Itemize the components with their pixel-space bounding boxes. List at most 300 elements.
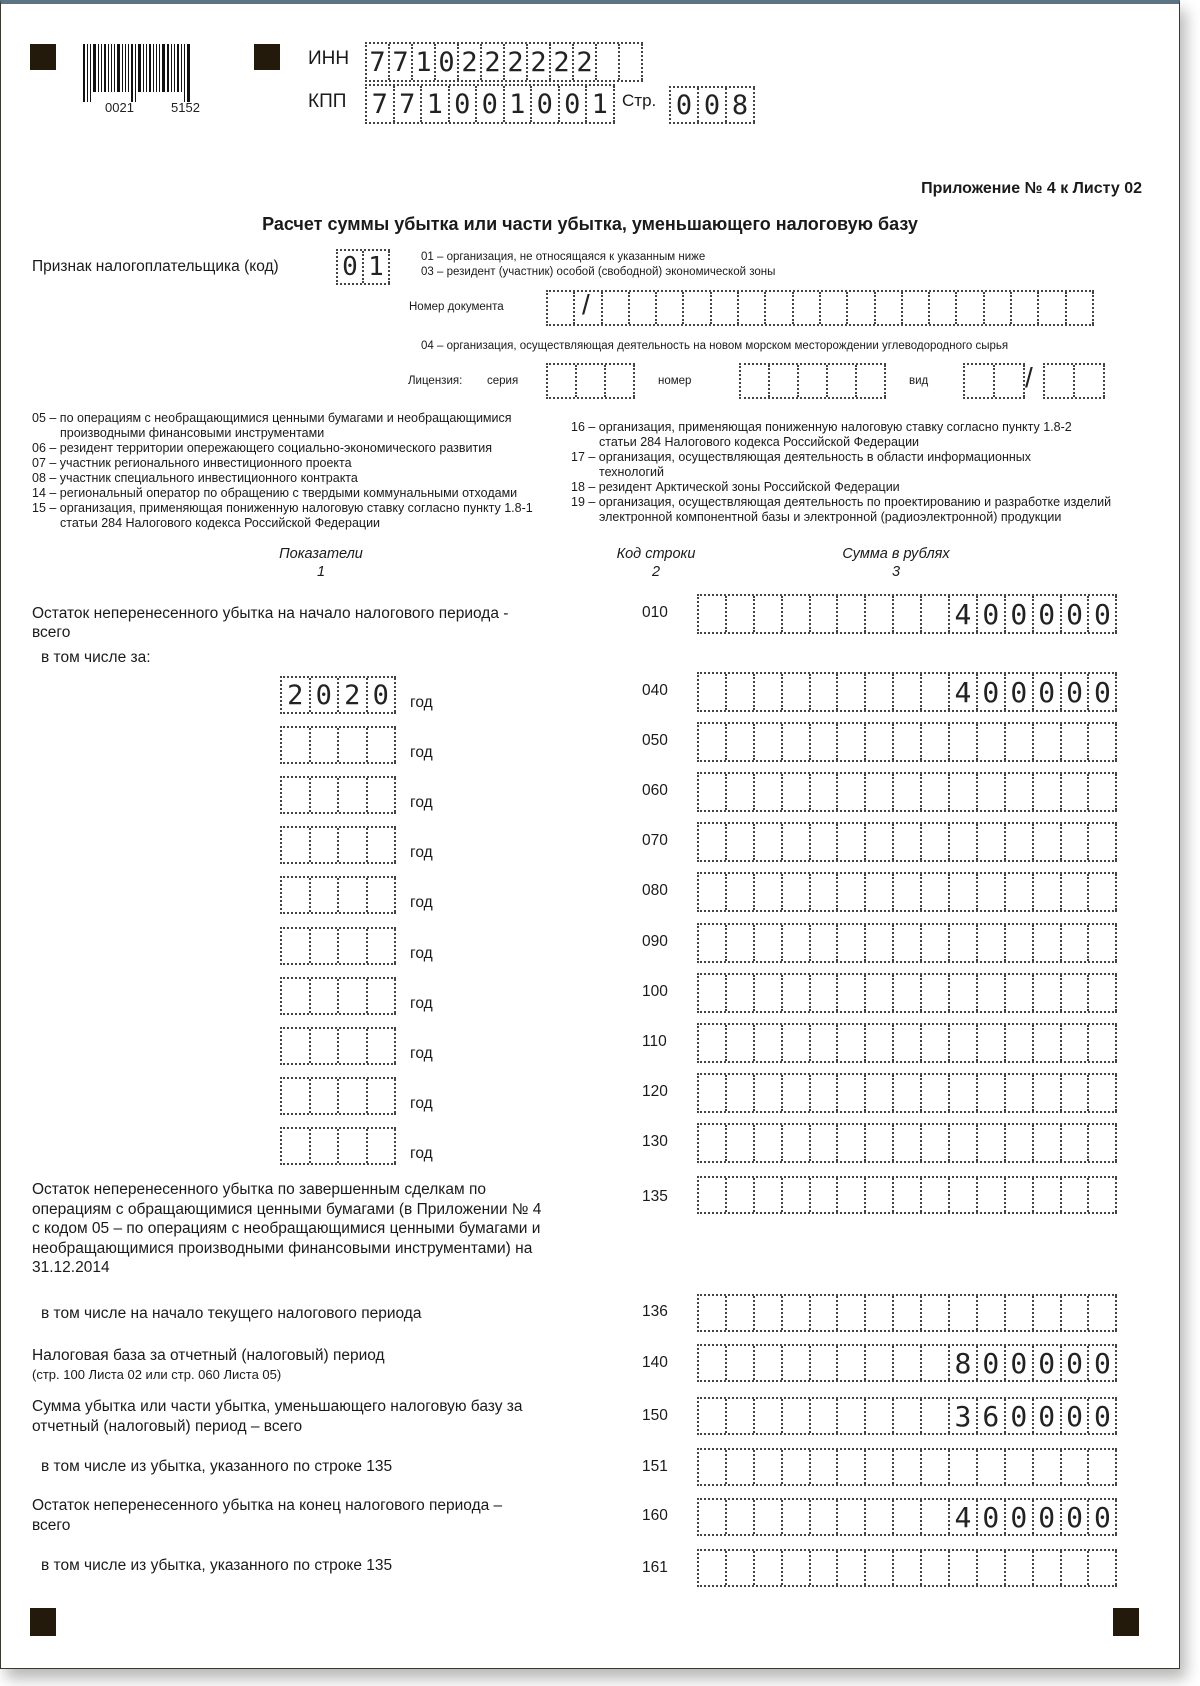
digit-cell xyxy=(1006,724,1034,760)
digit-cell: 8 xyxy=(727,88,755,122)
year-label: год xyxy=(410,794,433,811)
barcode-bar xyxy=(101,44,102,92)
digit-cell xyxy=(755,774,783,810)
digit-cell xyxy=(1034,824,1062,860)
digit-cell xyxy=(866,925,894,961)
digit-cell xyxy=(755,724,783,760)
row-010-sum-field[interactable] xyxy=(697,594,1117,634)
inn-field[interactable] xyxy=(365,42,643,82)
digit-cell: 0 xyxy=(671,88,699,122)
license-type-field-a[interactable] xyxy=(963,363,1025,399)
digit-cell xyxy=(978,1075,1006,1111)
digit-cell xyxy=(1089,1296,1117,1330)
digit-cell xyxy=(922,1178,950,1212)
digit-cell xyxy=(727,596,755,632)
digit-cell xyxy=(811,1296,839,1330)
digit-cell xyxy=(838,1551,866,1585)
digit-cell xyxy=(783,1075,811,1111)
digit-cell xyxy=(838,724,866,760)
digit-cell xyxy=(1034,1178,1062,1212)
digit-cell xyxy=(699,1296,727,1330)
digit-cell xyxy=(894,1178,922,1212)
digit-cell: 0 xyxy=(311,678,340,712)
digit-cell xyxy=(950,1075,978,1111)
digit-cell xyxy=(811,1025,839,1061)
row-150-sum-field[interactable] xyxy=(697,1397,1117,1435)
digit-cell xyxy=(699,1551,727,1585)
digit-cell: 0 xyxy=(699,88,727,122)
row-160-sum-field[interactable] xyxy=(697,1498,1117,1536)
digit-cell xyxy=(811,1178,839,1212)
digit-cell xyxy=(950,824,978,860)
digit-cell xyxy=(727,1125,755,1161)
doc-number-field[interactable] xyxy=(546,290,1094,326)
taxpayer-options-top xyxy=(421,250,775,280)
digit-cell: 0 xyxy=(1089,1500,1117,1534)
digit-cell xyxy=(1062,1551,1090,1585)
digit-cell xyxy=(339,929,368,963)
row-140-label-line2: (стр. 100 Листа 02 или стр. 060 Листа 05) xyxy=(32,1367,282,1382)
digit-cell xyxy=(978,1551,1006,1585)
barcode-bar xyxy=(125,44,126,92)
digit-cell xyxy=(1034,724,1062,760)
row-150-label xyxy=(32,1397,523,1437)
digit-cell xyxy=(311,1029,340,1063)
digit-cell xyxy=(1062,1025,1090,1061)
digit-cell xyxy=(950,1296,978,1330)
including-label: в том числе за: xyxy=(41,649,151,666)
digit-cell xyxy=(311,1079,340,1113)
barcode-bar xyxy=(122,44,123,92)
year-field-100[interactable] xyxy=(280,977,396,1015)
digit-cell xyxy=(755,975,783,1011)
digit-cell xyxy=(368,1079,397,1113)
barcode-bar xyxy=(143,44,144,92)
digit-cell xyxy=(838,674,866,710)
barcode-bar xyxy=(153,44,154,92)
row-120-sum-field[interactable] xyxy=(697,1073,1117,1113)
digit-cell xyxy=(368,1029,397,1063)
col3-number: 3 xyxy=(891,564,901,580)
doc-number-slash: / xyxy=(582,289,590,320)
digit-cell xyxy=(699,674,727,710)
digit-cell xyxy=(282,1029,311,1063)
digit-cell xyxy=(548,365,577,397)
year-field-070[interactable] xyxy=(280,826,396,864)
license-type-field-b[interactable] xyxy=(1043,363,1105,399)
digit-cell: 2 xyxy=(574,44,597,80)
digit-cell xyxy=(620,44,643,80)
digit-cell xyxy=(1006,1075,1034,1111)
digit-cell xyxy=(699,1450,727,1484)
digit-cell xyxy=(811,1346,839,1380)
taxpayer-code-field[interactable] xyxy=(336,249,390,285)
row-136-label: в том числе на начало текущего налогового периода xyxy=(41,1305,422,1322)
digit-cell xyxy=(978,1125,1006,1161)
digit-cell xyxy=(684,292,711,324)
digit-cell xyxy=(339,979,368,1013)
digit-cell xyxy=(1089,1551,1117,1585)
digit-cell xyxy=(727,724,755,760)
digit-cell xyxy=(311,878,340,912)
digit-cell xyxy=(922,1025,950,1061)
digit-cell xyxy=(783,1551,811,1585)
year-field-130[interactable] xyxy=(280,1127,396,1165)
digit-cell: 2 xyxy=(505,44,528,80)
digit-cell xyxy=(783,975,811,1011)
digit-cell xyxy=(866,975,894,1011)
year-label: год xyxy=(410,1045,433,1062)
digit-cell xyxy=(699,1399,727,1433)
digit-cell xyxy=(799,365,828,397)
digit-cell xyxy=(838,1075,866,1111)
digit-cell xyxy=(783,1025,811,1061)
option-03: 03 – резидент (участник) особой (свободной) экономической зоны xyxy=(421,266,776,278)
digit-cell xyxy=(699,774,727,810)
digit-cell: 1 xyxy=(422,86,450,122)
digit-cell xyxy=(978,975,1006,1011)
row-100-sum-field[interactable] xyxy=(697,973,1117,1013)
inn-label: ИНН xyxy=(308,48,350,69)
barcode-bar xyxy=(93,44,96,92)
digit-cell xyxy=(741,365,770,397)
digit-cell xyxy=(368,778,397,812)
digit-cell xyxy=(699,1346,727,1380)
barcode-bar xyxy=(167,44,169,92)
digit-cell: 0 xyxy=(1089,596,1117,632)
digit-cell xyxy=(282,878,311,912)
digit-cell xyxy=(894,674,922,710)
barcode-bar xyxy=(171,44,172,92)
digit-cell: 0 xyxy=(1089,674,1117,710)
row-080-code: 080 xyxy=(642,882,668,899)
digit-cell xyxy=(894,1551,922,1585)
digit-cell xyxy=(755,925,783,961)
digit-cell: 0 xyxy=(1034,1346,1062,1380)
digit-cell xyxy=(894,1450,922,1484)
digit-cell xyxy=(894,1025,922,1061)
digit-cell xyxy=(978,774,1006,810)
digit-cell xyxy=(866,596,894,632)
row-070-code: 070 xyxy=(642,832,668,849)
digit-cell: 0 xyxy=(1062,674,1090,710)
digit-cell xyxy=(1062,1450,1090,1484)
kpp-label: КПП xyxy=(308,91,347,112)
digit-cell xyxy=(811,674,839,710)
digit-cell xyxy=(1006,1551,1034,1585)
digit-cell xyxy=(811,925,839,961)
digit-cell xyxy=(1089,874,1117,910)
digit-cell xyxy=(1089,774,1117,810)
barcode-bar xyxy=(187,44,190,102)
barcode-digits-left: 0021 xyxy=(105,100,134,115)
digit-cell: 0 xyxy=(436,44,459,80)
digit-cell xyxy=(699,596,727,632)
code-option-15-cont: статьи 284 Налогового кодекса Российской Федерации xyxy=(60,516,381,530)
digit-cell xyxy=(1006,874,1034,910)
digit-cell: 0 xyxy=(1034,674,1062,710)
year-field-080[interactable] xyxy=(280,876,396,914)
form-title: Расчет суммы убытка или части убытка, уменьшающего налоговую базу xyxy=(262,214,918,234)
row-160-code: 160 xyxy=(642,1507,668,1524)
digit-cell xyxy=(783,1399,811,1433)
digit-cell xyxy=(950,774,978,810)
option-01: 01 – организация, не относящаяся к указанным ниже xyxy=(421,251,706,263)
year-field-040[interactable] xyxy=(280,676,396,714)
row-040-sum-field[interactable] xyxy=(697,672,1117,712)
row-110-sum-field[interactable] xyxy=(697,1023,1117,1063)
col-header-indicators xyxy=(241,545,401,581)
digit-cell: 1 xyxy=(587,86,615,122)
row-040-code: 040 xyxy=(642,682,668,699)
digit-cell xyxy=(755,1125,783,1161)
digit-cell: 0 xyxy=(532,86,560,122)
row-140-code: 140 xyxy=(642,1354,668,1371)
row-090-sum-field[interactable] xyxy=(697,923,1117,963)
corner-marker-bottom-left xyxy=(30,1608,56,1636)
digit-cell xyxy=(368,979,397,1013)
digit-cell: 1 xyxy=(413,44,436,80)
digit-cell xyxy=(1006,925,1034,961)
digit-cell: 0 xyxy=(1062,1346,1090,1380)
digit-cell xyxy=(727,774,755,810)
row-160-label-line2: всего xyxy=(32,1517,71,1534)
row-140-sum-field[interactable] xyxy=(697,1344,1117,1382)
code-option-19: 19 – организация, осуществляющая деятельность по проектированию и разработке изделий xyxy=(571,495,1112,509)
col-header-sum xyxy=(811,545,981,581)
digit-cell xyxy=(368,728,397,762)
digit-cell xyxy=(894,975,922,1011)
page-number-field[interactable] xyxy=(669,86,755,124)
digit-cell xyxy=(894,874,922,910)
digit-cell xyxy=(739,292,766,324)
corner-marker-top-mid xyxy=(254,44,280,70)
digit-cell: 0 xyxy=(1034,1500,1062,1534)
row-150-label-line2: отчетный (налоговый) период – всего xyxy=(32,1418,303,1435)
digit-cell xyxy=(1062,1125,1090,1161)
digit-cell xyxy=(755,1551,783,1585)
digit-cell xyxy=(950,724,978,760)
digit-cell xyxy=(577,365,606,397)
digit-cell: 2 xyxy=(528,44,551,80)
license-series-field[interactable] xyxy=(546,363,635,399)
barcode-bar xyxy=(104,44,106,92)
digit-cell xyxy=(894,1296,922,1330)
digit-cell: 0 xyxy=(978,1500,1006,1534)
barcode-bar xyxy=(181,44,182,92)
digit-cell xyxy=(866,1125,894,1161)
digit-cell xyxy=(811,1500,839,1534)
kpp-field[interactable] xyxy=(365,84,615,124)
row-100-code: 100 xyxy=(642,983,668,1000)
digit-cell xyxy=(838,975,866,1011)
col2-title: Код строки xyxy=(616,546,696,562)
digit-cell xyxy=(922,975,950,1011)
digit-cell xyxy=(1034,975,1062,1011)
row-070-sum-field[interactable] xyxy=(697,822,1117,862)
digit-cell xyxy=(699,874,727,910)
row-135-label-line: 31.12.2014 xyxy=(32,1259,110,1276)
digit-cell xyxy=(727,1346,755,1380)
row-161-sum-field[interactable] xyxy=(697,1549,1117,1587)
digit-cell xyxy=(282,1079,311,1113)
digit-cell xyxy=(922,1296,950,1330)
digit-cell xyxy=(922,1399,950,1433)
digit-cell: 2 xyxy=(339,678,368,712)
barcode-bar xyxy=(87,44,88,102)
digit-cell xyxy=(1006,774,1034,810)
col1-title: Показатели xyxy=(279,546,363,562)
barcode-bar xyxy=(114,44,115,92)
digit-cell xyxy=(311,778,340,812)
digit-cell xyxy=(755,1346,783,1380)
digit-cell xyxy=(339,1079,368,1113)
digit-cell xyxy=(783,774,811,810)
digit-cell xyxy=(838,874,866,910)
digit-cell xyxy=(950,975,978,1011)
digit-cell xyxy=(828,365,857,397)
digit-cell xyxy=(783,824,811,860)
digit-cell xyxy=(783,1450,811,1484)
digit-cell xyxy=(1062,824,1090,860)
digit-cell xyxy=(1034,774,1062,810)
digit-cell xyxy=(848,292,875,324)
digit-cell xyxy=(922,596,950,632)
row-050-code: 050 xyxy=(642,732,668,749)
digit-cell xyxy=(894,1346,922,1380)
digit-cell xyxy=(368,828,397,862)
digit-cell xyxy=(922,774,950,810)
row-161-code: 161 xyxy=(642,1559,668,1576)
digit-cell: 0 xyxy=(1006,674,1034,710)
digit-cell xyxy=(282,778,311,812)
digit-cell xyxy=(894,925,922,961)
year-label: год xyxy=(410,1145,433,1162)
row-135-label-line: операциям с обращающимися ценными бумагами (в Приложении № 4 xyxy=(32,1200,542,1218)
corner-marker-top-left xyxy=(30,44,56,70)
codes-legend-left xyxy=(32,411,533,531)
year-field-060[interactable] xyxy=(280,776,396,814)
row-050-sum-field[interactable] xyxy=(697,722,1117,762)
digit-cell xyxy=(1075,365,1105,397)
digit-cell: 6 xyxy=(978,1399,1006,1433)
digit-cell xyxy=(311,728,340,762)
digit-cell xyxy=(838,774,866,810)
row-130-code: 130 xyxy=(642,1133,668,1150)
year-label: год xyxy=(410,894,433,911)
digit-cell: 2 xyxy=(551,44,574,80)
digit-cell xyxy=(978,925,1006,961)
barcode-bar xyxy=(162,44,165,92)
digit-cell: 7 xyxy=(367,44,390,80)
digit-cell xyxy=(894,1075,922,1111)
year-label: год xyxy=(410,1095,433,1112)
digit-cell xyxy=(894,1125,922,1161)
year-field-050[interactable] xyxy=(280,726,396,764)
digit-cell xyxy=(727,1450,755,1484)
digit-cell xyxy=(1089,724,1117,760)
digit-cell xyxy=(282,979,311,1013)
code-option-16-cont: статьи 284 Налогового кодекса Российской Федерации xyxy=(599,435,920,449)
digit-cell xyxy=(866,824,894,860)
digit-cell xyxy=(922,1346,950,1380)
row-060-sum-field[interactable] xyxy=(697,772,1117,812)
row-090-code: 090 xyxy=(642,933,668,950)
digit-cell xyxy=(866,1025,894,1061)
row-150-label-line1: Сумма убытка или части убытка, уменьшающего налоговую базу за xyxy=(32,1398,523,1415)
digit-cell: 0 xyxy=(1062,1399,1090,1433)
row-135-label-line: Остаток неперенесенного убытка по завершенным сделкам по xyxy=(32,1181,486,1198)
digit-cell xyxy=(811,1399,839,1433)
digit-cell xyxy=(838,925,866,961)
col3-title: Сумма в рублях xyxy=(842,546,950,562)
digit-cell: 0 xyxy=(338,251,364,283)
year-field-090[interactable] xyxy=(280,927,396,965)
code-option-18: 18 – резидент Арктической зоны Российской Федерации xyxy=(571,480,900,494)
digit-cell xyxy=(876,292,903,324)
row-135-code: 135 xyxy=(642,1188,668,1205)
barcode-bar xyxy=(83,44,85,102)
row-151-sum-field[interactable] xyxy=(697,1448,1117,1486)
digit-cell xyxy=(978,824,1006,860)
digit-cell xyxy=(985,292,1012,324)
corner-marker-bottom-right xyxy=(1113,1608,1139,1636)
digit-cell xyxy=(597,44,620,80)
digit-cell: 0 xyxy=(1006,1346,1034,1380)
code-option-08: 08 – участник специального инвестиционного контракта xyxy=(32,471,358,485)
digit-cell xyxy=(811,774,839,810)
year-label: год xyxy=(410,694,433,711)
digit-cell xyxy=(282,1129,311,1163)
digit-cell xyxy=(712,292,739,324)
year-field-110[interactable] xyxy=(280,1027,396,1065)
digit-cell xyxy=(857,365,886,397)
digit-cell xyxy=(727,874,755,910)
digit-cell xyxy=(783,1500,811,1534)
row-135-sum-field[interactable] xyxy=(697,1176,1117,1214)
barcode-bar xyxy=(184,44,185,102)
digit-cell xyxy=(1062,925,1090,961)
digit-cell xyxy=(727,1296,755,1330)
year-label: год xyxy=(410,844,433,861)
code-option-16: 16 – организация, применяющая пониженную налоговую ставку согласно пункту 1.8-2 xyxy=(571,420,1072,434)
digit-cell xyxy=(727,674,755,710)
digit-cell xyxy=(282,828,311,862)
digit-cell xyxy=(727,824,755,860)
digit-cell xyxy=(783,1296,811,1330)
digit-cell xyxy=(727,925,755,961)
barcode-bar xyxy=(98,44,99,92)
code-option-06: 06 – резидент территории опережающего социально-экономического развития xyxy=(32,441,492,455)
digit-cell xyxy=(838,1296,866,1330)
barcode-bar xyxy=(108,44,109,92)
row-136-sum-field[interactable] xyxy=(697,1294,1117,1332)
digit-cell xyxy=(1089,1450,1117,1484)
row-010-label-line1: Остаток неперенесенного убытка на начало налогового периода - xyxy=(32,605,509,622)
digit-cell xyxy=(311,979,340,1013)
digit-cell: 2 xyxy=(482,44,505,80)
digit-cell xyxy=(311,1129,340,1163)
license-number-field[interactable] xyxy=(739,363,886,399)
license-label: Лицензия: xyxy=(408,375,463,387)
digit-cell xyxy=(755,674,783,710)
row-130-sum-field[interactable] xyxy=(697,1123,1117,1163)
year-field-120[interactable] xyxy=(280,1077,396,1115)
digit-cell xyxy=(1034,1075,1062,1111)
digit-cell xyxy=(866,1399,894,1433)
row-080-sum-field[interactable] xyxy=(697,872,1117,912)
digit-cell xyxy=(755,1025,783,1061)
